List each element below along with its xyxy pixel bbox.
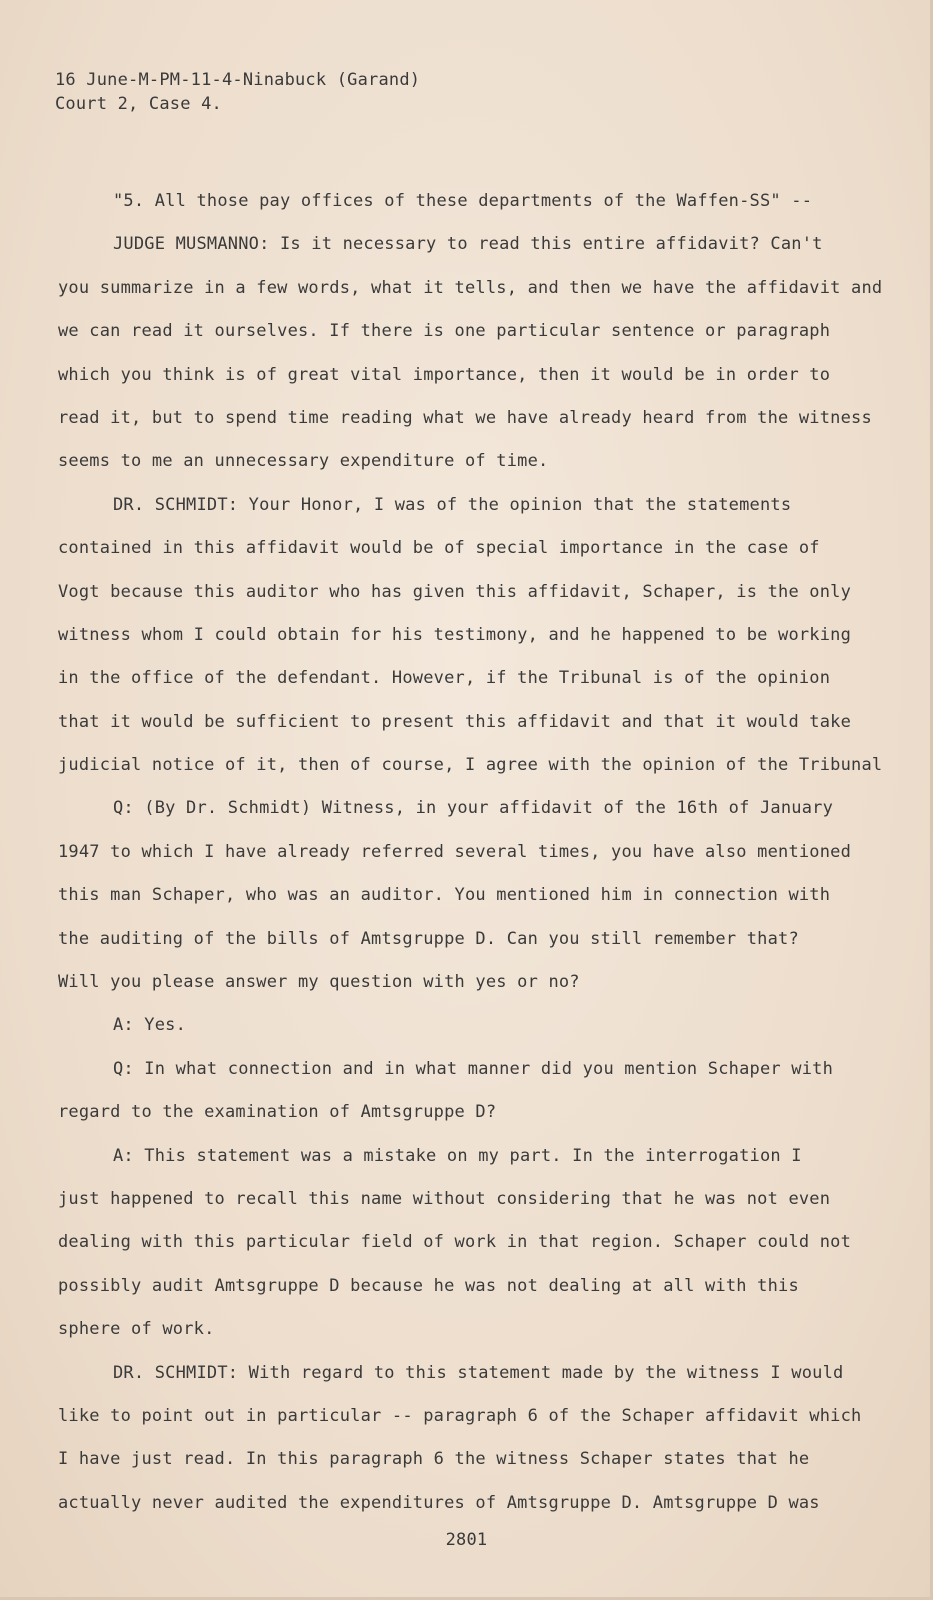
- transcript-line: witness whom I could obtain for his testimony, and he happened to be working: [58, 624, 852, 645]
- transcript-line: JUDGE MUSMANNO: Is it necessary to read this entire affidavit? Can't: [113, 234, 823, 255]
- transcript-line: in the office of the defendant. However, if the Tribunal is of the opinion: [58, 668, 831, 689]
- transcript-line: just happened to recall this name without considering that he was not even: [58, 1188, 831, 1209]
- transcript-line: that it would be sufficient to present this affidavit and that it would take: [58, 711, 852, 732]
- transcript-line: read it, but to spend time reading what we have already heard from the witness: [58, 407, 872, 428]
- transcript-body: [58, 186, 883, 1531]
- transcript-line: we can read it ourselves. If there is one particular sentence or paragraph: [58, 321, 831, 342]
- transcript-line: dealing with this particular field of work in that region. Schaper could not: [58, 1232, 852, 1253]
- transcript-line: "5. All those pay offices of these departments of the Waffen-SS" --: [113, 191, 813, 211]
- transcript-line: A: This statement was a mistake on my part. In the interrogation I: [113, 1145, 802, 1166]
- transcript-line: DR. SCHMIDT: Your Honor, I was of the opinion that the statements: [113, 494, 792, 515]
- transcript-line: Q: In what connection and in what manner did you mention Schaper with: [113, 1058, 834, 1079]
- header-court-case: Court 2, Case 4.: [55, 94, 222, 114]
- header-reference: 16 June-M-PM-11-4-Ninabuck (Garand): [55, 70, 421, 90]
- transcript-line: like to point out in particular -- paragraph 6 of the Schaper affidavit which: [58, 1405, 862, 1426]
- transcript-line: you summarize in a few words, what it tells, and then we have the affidavit and: [58, 277, 883, 298]
- document-header: [55, 68, 420, 116]
- transcript-line: the auditing of the bills of Amtsgruppe D. Can you still remember that?: [58, 928, 799, 949]
- transcript-line: I have just read. In this paragraph 6 the witness Schaper states that he: [58, 1449, 810, 1470]
- transcript-line: Q: (By Dr. Schmidt) Witness, in your affidavit of the 16th of January: [113, 798, 834, 819]
- transcript-line: sphere of work.: [58, 1319, 215, 1340]
- transcript-line: Will you please answer my question with yes or no?: [58, 972, 580, 993]
- page-number: 2801: [445, 1530, 488, 1550]
- transcript-line: judicial notice of it, then of course, I agree with the opinion of the Tribunal: [58, 755, 883, 776]
- transcript-line: regard to the examination of Amtsgruppe D?: [58, 1102, 497, 1123]
- transcript-line: this man Schaper, who was an auditor. You mentioned him in connection with: [58, 885, 831, 906]
- transcript-line: actually never audited the expenditures of Amtsgruppe D. Amtsgruppe D was: [58, 1492, 820, 1513]
- transcript-line: A: Yes.: [113, 1015, 187, 1036]
- transcript-line: DR. SCHMIDT: With regard to this statement made by the witness I would: [113, 1362, 844, 1383]
- transcript-line: possibly audit Amtsgruppe D because he was not dealing at all with this: [58, 1275, 799, 1296]
- transcript-line: Vogt because this auditor who has given this affidavit, Schaper, is the only: [58, 581, 852, 602]
- transcript-line: seems to me an unnecessary expenditure of time.: [58, 451, 549, 472]
- transcript-line: 1947 to which I have already referred several times, you have also mentioned: [58, 841, 852, 862]
- transcript-line: which you think is of great vital importance, then it would be in order to: [58, 364, 831, 385]
- transcript-line: contained in this affidavit would be of special importance in the case of: [58, 538, 820, 559]
